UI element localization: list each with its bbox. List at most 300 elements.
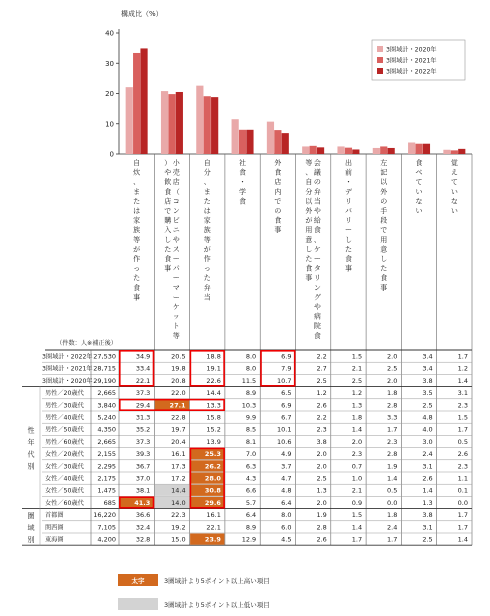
cell-value: 12.9 bbox=[241, 535, 257, 544]
category-label: 事 bbox=[380, 283, 388, 292]
cell-value: 18.8 bbox=[206, 352, 221, 361]
cell-value: 2.6 bbox=[316, 401, 327, 410]
row-count: 2,665 bbox=[97, 437, 116, 446]
cell-value: 27.1 bbox=[169, 401, 186, 410]
category-label: が bbox=[133, 245, 141, 254]
cell-value: 1.7 bbox=[457, 352, 468, 361]
category-label: 族 bbox=[203, 226, 211, 235]
category-label: 分 bbox=[305, 187, 313, 196]
category-label: ） bbox=[164, 159, 172, 167]
cell-value: 3.7 bbox=[281, 462, 292, 471]
footer-high-marker: 太字 bbox=[131, 577, 145, 585]
cell-value: 10.3 bbox=[241, 401, 257, 410]
cell-value: 20.5 bbox=[171, 352, 186, 361]
category-label: ケ bbox=[172, 303, 180, 311]
cell-value: 1.8 bbox=[387, 511, 398, 520]
category-label: 以 bbox=[305, 197, 313, 206]
bar bbox=[337, 146, 344, 154]
category-label: 食 bbox=[313, 331, 321, 340]
category-label: 事 bbox=[274, 226, 282, 235]
cell-value: 2.5 bbox=[316, 474, 327, 483]
cell-value: 10.6 bbox=[277, 437, 292, 446]
cell-value: 39.3 bbox=[135, 450, 151, 459]
cell-value: 22.1 bbox=[206, 523, 221, 532]
row-label: 関西圏 bbox=[45, 524, 64, 532]
cell-value: 1.4 bbox=[457, 535, 468, 544]
category-label: 分 bbox=[203, 168, 211, 177]
cell-value: 37.3 bbox=[135, 437, 151, 446]
category-label: ン bbox=[313, 283, 321, 292]
category-label: ー bbox=[344, 226, 352, 235]
category-label: の bbox=[313, 178, 321, 187]
category-label: （ bbox=[172, 187, 180, 196]
category-label: 食 bbox=[415, 159, 423, 167]
cell-value: 15.0 bbox=[171, 535, 186, 544]
cell-value: 3.0 bbox=[422, 437, 433, 446]
cell-value: 0.5 bbox=[457, 437, 468, 446]
cell-value: 25.3 bbox=[204, 450, 221, 459]
category-label: 弁 bbox=[203, 283, 211, 292]
category-label: は bbox=[203, 207, 211, 215]
cell-value: 1.9 bbox=[387, 462, 398, 471]
category-label: た bbox=[164, 245, 172, 254]
row-count: 2,175 bbox=[97, 474, 116, 483]
cell-value: 2.1 bbox=[351, 486, 363, 495]
cell-value: 1.7 bbox=[457, 511, 468, 520]
row-count: 4,350 bbox=[97, 425, 116, 434]
cell-value: 2.7 bbox=[316, 364, 327, 373]
bar bbox=[274, 130, 281, 154]
cell-value: 2.4 bbox=[387, 523, 398, 532]
category-label: し bbox=[380, 255, 388, 263]
category-label: 食 bbox=[380, 274, 388, 283]
cell-value: 9.9 bbox=[245, 413, 257, 422]
cell-value: 1.1 bbox=[457, 474, 468, 483]
cell-value: 6.4 bbox=[281, 498, 292, 507]
legend-swatch bbox=[377, 46, 383, 52]
cell-value: 8.0 bbox=[245, 364, 257, 373]
cell-value: 1.4 bbox=[351, 523, 363, 532]
row-count: 3,840 bbox=[97, 401, 116, 410]
y-tick-label: 0 bbox=[109, 150, 114, 159]
legend-label: 3圏域計・2021年 bbox=[386, 57, 437, 65]
cell-value: 11.5 bbox=[241, 376, 257, 385]
cell-value: 31.3 bbox=[135, 413, 151, 422]
cell-value: 1.4 bbox=[457, 376, 468, 385]
footer-low-text: 3圏域計より5ポイント以上低い項目 bbox=[164, 601, 270, 609]
category-label: 学 bbox=[239, 187, 247, 196]
category-label: 記 bbox=[380, 168, 388, 177]
category-label: 以 bbox=[380, 178, 388, 187]
cell-value: 4.9 bbox=[281, 450, 292, 459]
cell-value: 13.9 bbox=[206, 437, 221, 446]
cell-value: 2.8 bbox=[316, 523, 327, 532]
group-label: 別 bbox=[27, 462, 35, 471]
cell-value: 1.7 bbox=[387, 425, 398, 434]
cell-value: 33.4 bbox=[135, 364, 151, 373]
cell-value: 8.0 bbox=[245, 352, 257, 361]
category-label: て bbox=[415, 178, 423, 187]
cell-value: 1.7 bbox=[457, 425, 468, 434]
category-label: し bbox=[344, 235, 352, 244]
category-label: グ bbox=[313, 293, 321, 302]
cell-value: 17.3 bbox=[171, 462, 186, 471]
bar bbox=[345, 148, 352, 154]
category-label: 左 bbox=[380, 159, 388, 167]
category-label: 院 bbox=[313, 322, 321, 331]
category-label: な bbox=[450, 197, 458, 206]
bar bbox=[388, 148, 395, 154]
cell-value: 8.9 bbox=[245, 523, 257, 532]
cell-value: 2.6 bbox=[457, 450, 468, 459]
category-label: 食 bbox=[274, 168, 282, 177]
category-label: 自 bbox=[305, 178, 313, 187]
bar bbox=[282, 133, 289, 154]
cell-value: 36.6 bbox=[135, 511, 151, 520]
cell-value: 3.8 bbox=[422, 511, 433, 520]
category-label: バ bbox=[344, 207, 352, 215]
category-label: 家 bbox=[203, 216, 211, 225]
category-label: 族 bbox=[133, 226, 141, 235]
category-label: ッ bbox=[172, 312, 180, 321]
cell-value: 10.1 bbox=[277, 425, 292, 434]
row-count: 27,530 bbox=[93, 352, 116, 361]
bar bbox=[196, 86, 203, 154]
category-label: 等 bbox=[203, 235, 211, 244]
cell-value: 2.8 bbox=[387, 450, 398, 459]
category-label: 売 bbox=[172, 168, 180, 177]
cell-value: 2.1 bbox=[351, 364, 363, 373]
category-label: た bbox=[305, 255, 313, 263]
table-header-note: （件数：人※補正後） bbox=[56, 340, 117, 347]
category-label: ス bbox=[172, 245, 180, 254]
group-label: 別 bbox=[27, 535, 35, 544]
bar bbox=[373, 148, 380, 154]
group-label: 年 bbox=[27, 438, 35, 447]
cell-value: 1.2 bbox=[351, 389, 363, 398]
cell-value: 29.4 bbox=[135, 401, 151, 410]
cell-value: 2.5 bbox=[387, 364, 398, 373]
cell-value: 22.3 bbox=[171, 511, 186, 520]
cell-value: 0.9 bbox=[351, 498, 363, 507]
category-label: 等 bbox=[305, 159, 313, 167]
category-label: 作 bbox=[133, 255, 141, 263]
cell-value: 2.3 bbox=[316, 425, 327, 434]
cell-value: 23.9 bbox=[204, 535, 221, 544]
row-label: 首都圏 bbox=[45, 512, 64, 520]
category-label: ま bbox=[203, 187, 211, 196]
category-label: 食 bbox=[164, 187, 172, 196]
bar bbox=[140, 48, 147, 154]
bar bbox=[380, 146, 387, 154]
category-label: 店 bbox=[274, 178, 282, 187]
cell-value: 4.8 bbox=[281, 486, 292, 495]
row-count: 2,155 bbox=[97, 450, 116, 459]
category-label: 内 bbox=[274, 187, 282, 196]
category-label: 食 bbox=[164, 255, 172, 263]
bar bbox=[310, 146, 317, 154]
footer-high-text: 3圏域計より5ポイント以上高い項目 bbox=[164, 577, 270, 585]
category-label: で bbox=[380, 226, 388, 235]
legend-label: 3圏域計・2022年 bbox=[386, 68, 437, 76]
category-label: べ bbox=[415, 168, 423, 177]
row-label: 男性／60歳代 bbox=[45, 438, 84, 446]
cell-value: 3.8 bbox=[422, 376, 433, 385]
cell-value: 2.5 bbox=[316, 376, 327, 385]
category-label: た bbox=[133, 197, 141, 206]
category-label: 自 bbox=[203, 159, 211, 167]
category-label: 事 bbox=[133, 293, 141, 302]
cell-value: 10.7 bbox=[277, 376, 292, 385]
category-label: っ bbox=[133, 264, 141, 273]
cell-value: 6.9 bbox=[281, 401, 292, 410]
category-label: た bbox=[203, 197, 211, 206]
row-label: 東海圏 bbox=[45, 536, 64, 544]
cell-value: 7.0 bbox=[245, 450, 257, 459]
category-label: 病 bbox=[313, 312, 321, 321]
bar bbox=[211, 97, 218, 154]
cell-value: 38.1 bbox=[135, 486, 151, 495]
group-label: 域 bbox=[27, 523, 35, 532]
category-label: い bbox=[450, 207, 458, 215]
y-tick-label: 40 bbox=[105, 29, 114, 38]
legend-swatch bbox=[377, 57, 383, 63]
category-label: デ bbox=[344, 187, 352, 196]
cell-value: 8.5 bbox=[245, 425, 257, 434]
cell-value: 0.5 bbox=[387, 486, 398, 495]
row-count: 2,665 bbox=[97, 389, 116, 398]
bar bbox=[126, 87, 133, 154]
category-label: 自 bbox=[133, 159, 141, 167]
category-label: ー bbox=[172, 274, 180, 283]
category-label: 会 bbox=[313, 159, 321, 167]
category-label: い bbox=[450, 187, 458, 196]
y-tick-label: 30 bbox=[105, 59, 114, 68]
category-label: 社 bbox=[239, 159, 247, 167]
category-label: や bbox=[172, 235, 180, 244]
category-label: リ bbox=[313, 274, 321, 283]
cell-value: 41.3 bbox=[134, 498, 151, 507]
category-label: 事 bbox=[344, 264, 352, 273]
cell-value: 2.3 bbox=[457, 401, 468, 410]
cell-value: 2.8 bbox=[387, 401, 398, 410]
cell-value: 2.6 bbox=[422, 474, 433, 483]
cell-value: 2.3 bbox=[351, 450, 363, 459]
row-label: 女性／20歳代 bbox=[45, 451, 84, 459]
bar bbox=[302, 146, 309, 154]
cell-value: 4.7 bbox=[281, 474, 292, 483]
cell-value: 2.0 bbox=[316, 450, 327, 459]
cell-value: 6.0 bbox=[281, 523, 292, 532]
cell-value: 3.8 bbox=[316, 437, 327, 446]
cell-value: 14.4 bbox=[206, 389, 221, 398]
row-count: 7,105 bbox=[97, 523, 116, 532]
bar bbox=[246, 130, 253, 154]
cell-value: 6.5 bbox=[281, 389, 292, 398]
category-label: コ bbox=[172, 197, 180, 206]
cell-value: 1.3 bbox=[422, 498, 433, 507]
cell-value: 16.1 bbox=[206, 511, 221, 520]
category-label: 意 bbox=[380, 245, 388, 254]
legend-label: 3圏域計・2020年 bbox=[386, 46, 437, 54]
row-label: 女性／50歳代 bbox=[45, 487, 84, 495]
category-label: 等 bbox=[133, 235, 141, 244]
category-label: 食 bbox=[239, 168, 247, 177]
bar bbox=[451, 150, 458, 154]
cell-value: 15.8 bbox=[206, 413, 221, 422]
category-label: 、 bbox=[305, 168, 313, 177]
category-label: 事 bbox=[164, 264, 172, 273]
cell-value: 14.0 bbox=[171, 498, 186, 507]
cell-value: 2.3 bbox=[387, 437, 398, 446]
category-label: し bbox=[305, 245, 313, 254]
cell-value: 26.2 bbox=[204, 462, 221, 471]
row-label: 男性／50歳代 bbox=[45, 426, 84, 434]
cell-value: 6.4 bbox=[245, 511, 257, 520]
category-label: 給 bbox=[313, 216, 321, 225]
cell-value: 5.7 bbox=[245, 498, 257, 507]
cell-value: 8.0 bbox=[281, 511, 292, 520]
cell-value: 22.6 bbox=[206, 376, 221, 385]
category-label: 飲 bbox=[164, 178, 172, 187]
category-label: 炊 bbox=[133, 168, 141, 177]
cell-value: 32.8 bbox=[135, 535, 151, 544]
category-label: 、 bbox=[313, 235, 321, 244]
bar bbox=[415, 144, 422, 154]
category-label: 段 bbox=[380, 216, 388, 225]
cell-value: 4.8 bbox=[422, 413, 433, 422]
category-label: ま bbox=[133, 187, 141, 196]
category-label: 外 bbox=[305, 207, 313, 215]
row-count: 1,475 bbox=[97, 486, 116, 495]
cell-value: 19.8 bbox=[171, 364, 186, 373]
category-label: 入 bbox=[164, 226, 172, 235]
cell-value: 0.0 bbox=[457, 498, 468, 507]
row-label: 男性／40歳代 bbox=[45, 414, 84, 422]
group-label: 代 bbox=[27, 450, 35, 459]
cell-value: 20.8 bbox=[171, 376, 186, 385]
category-label: え bbox=[450, 168, 458, 177]
category-label: っ bbox=[203, 264, 211, 273]
category-label: 食 bbox=[313, 226, 321, 235]
row-count: 5,240 bbox=[97, 413, 116, 422]
category-label: 店 bbox=[172, 178, 180, 187]
cell-value: 2.5 bbox=[422, 535, 433, 544]
category-label: 食 bbox=[133, 283, 141, 292]
cell-value: 15.2 bbox=[206, 425, 221, 434]
cell-value: 6.9 bbox=[281, 352, 292, 361]
cell-value: 1.5 bbox=[457, 413, 468, 422]
bar bbox=[317, 147, 324, 154]
category-label: リ bbox=[344, 216, 352, 225]
row-label: 女性／30歳代 bbox=[45, 463, 84, 471]
category-label: は bbox=[133, 207, 141, 215]
cell-value: 14.4 bbox=[171, 486, 186, 495]
cell-value: 1.8 bbox=[387, 389, 398, 398]
category-label: ケ bbox=[313, 245, 321, 254]
cell-value: 30.8 bbox=[204, 486, 221, 495]
category-label: 等 bbox=[172, 331, 180, 340]
row-count: 16,220 bbox=[93, 511, 116, 520]
cell-value: 2.2 bbox=[316, 413, 327, 422]
category-label: や bbox=[313, 207, 321, 215]
bar bbox=[443, 150, 450, 154]
category-label: マ bbox=[172, 283, 180, 292]
category-label: 作 bbox=[203, 255, 211, 263]
category-label: 用 bbox=[380, 235, 388, 244]
cell-value: 3.5 bbox=[422, 389, 433, 398]
category-label: 食 bbox=[239, 197, 247, 206]
cell-value: 1.7 bbox=[387, 535, 398, 544]
bar bbox=[458, 149, 465, 154]
category-label: 購 bbox=[164, 216, 172, 225]
bar bbox=[239, 130, 246, 154]
category-label: ト bbox=[172, 322, 180, 331]
row-label: 3圏域計・2021年 bbox=[42, 365, 93, 373]
cell-value: 35.2 bbox=[135, 425, 151, 434]
cell-value: 2.2 bbox=[316, 352, 327, 361]
cell-value: 1.4 bbox=[422, 486, 433, 495]
cell-value: 17.2 bbox=[171, 474, 186, 483]
cell-value: 4.5 bbox=[281, 535, 292, 544]
category-label: ン bbox=[172, 207, 180, 215]
category-label: ー bbox=[172, 293, 180, 302]
cell-value: 4.0 bbox=[422, 425, 433, 434]
cell-value: 2.5 bbox=[422, 401, 433, 410]
cell-value: 2.3 bbox=[457, 462, 468, 471]
cell-value: 6.7 bbox=[281, 413, 292, 422]
category-label: 外 bbox=[380, 187, 388, 196]
cell-value: 3.4 bbox=[422, 352, 433, 361]
cell-value: 32.4 bbox=[135, 523, 151, 532]
category-label: 家 bbox=[133, 216, 141, 225]
row-label: 女性／40歳代 bbox=[45, 475, 84, 483]
cell-value: 37.0 bbox=[135, 474, 151, 483]
row-label: 3圏域計・2022年 bbox=[42, 353, 93, 361]
bar bbox=[133, 53, 140, 154]
cell-value: 0.7 bbox=[351, 462, 363, 471]
category-label: の bbox=[380, 197, 388, 206]
cell-value: 22.8 bbox=[171, 413, 186, 422]
cell-value: 1.8 bbox=[351, 413, 363, 422]
category-label: な bbox=[415, 197, 423, 206]
cell-value: 4.3 bbox=[245, 474, 257, 483]
cell-value: 8.1 bbox=[245, 437, 257, 446]
category-label: た bbox=[203, 274, 211, 283]
cell-value: 2.0 bbox=[316, 462, 327, 471]
cell-value: 3.3 bbox=[387, 413, 398, 422]
cell-value: 1.7 bbox=[351, 535, 363, 544]
cell-value: 2.0 bbox=[387, 376, 398, 385]
category-label: や bbox=[164, 168, 172, 177]
cell-value: 2.5 bbox=[351, 376, 363, 385]
category-label: ・ bbox=[344, 178, 352, 187]
category-label: た bbox=[380, 264, 388, 273]
category-label: 食 bbox=[344, 255, 352, 263]
bar bbox=[267, 122, 274, 154]
cell-value: 1.9 bbox=[316, 511, 327, 520]
category-label: 出 bbox=[344, 159, 352, 167]
category-label: 当 bbox=[203, 293, 211, 302]
category-label: 食 bbox=[274, 216, 282, 225]
category-label: で bbox=[164, 207, 172, 215]
category-label: し bbox=[164, 235, 172, 244]
y-tick-label: 10 bbox=[105, 120, 114, 129]
row-count: 4,200 bbox=[97, 535, 116, 544]
cell-value: 19.7 bbox=[171, 425, 186, 434]
row-count: 685 bbox=[103, 498, 116, 507]
footer-low-swatch bbox=[118, 598, 158, 610]
